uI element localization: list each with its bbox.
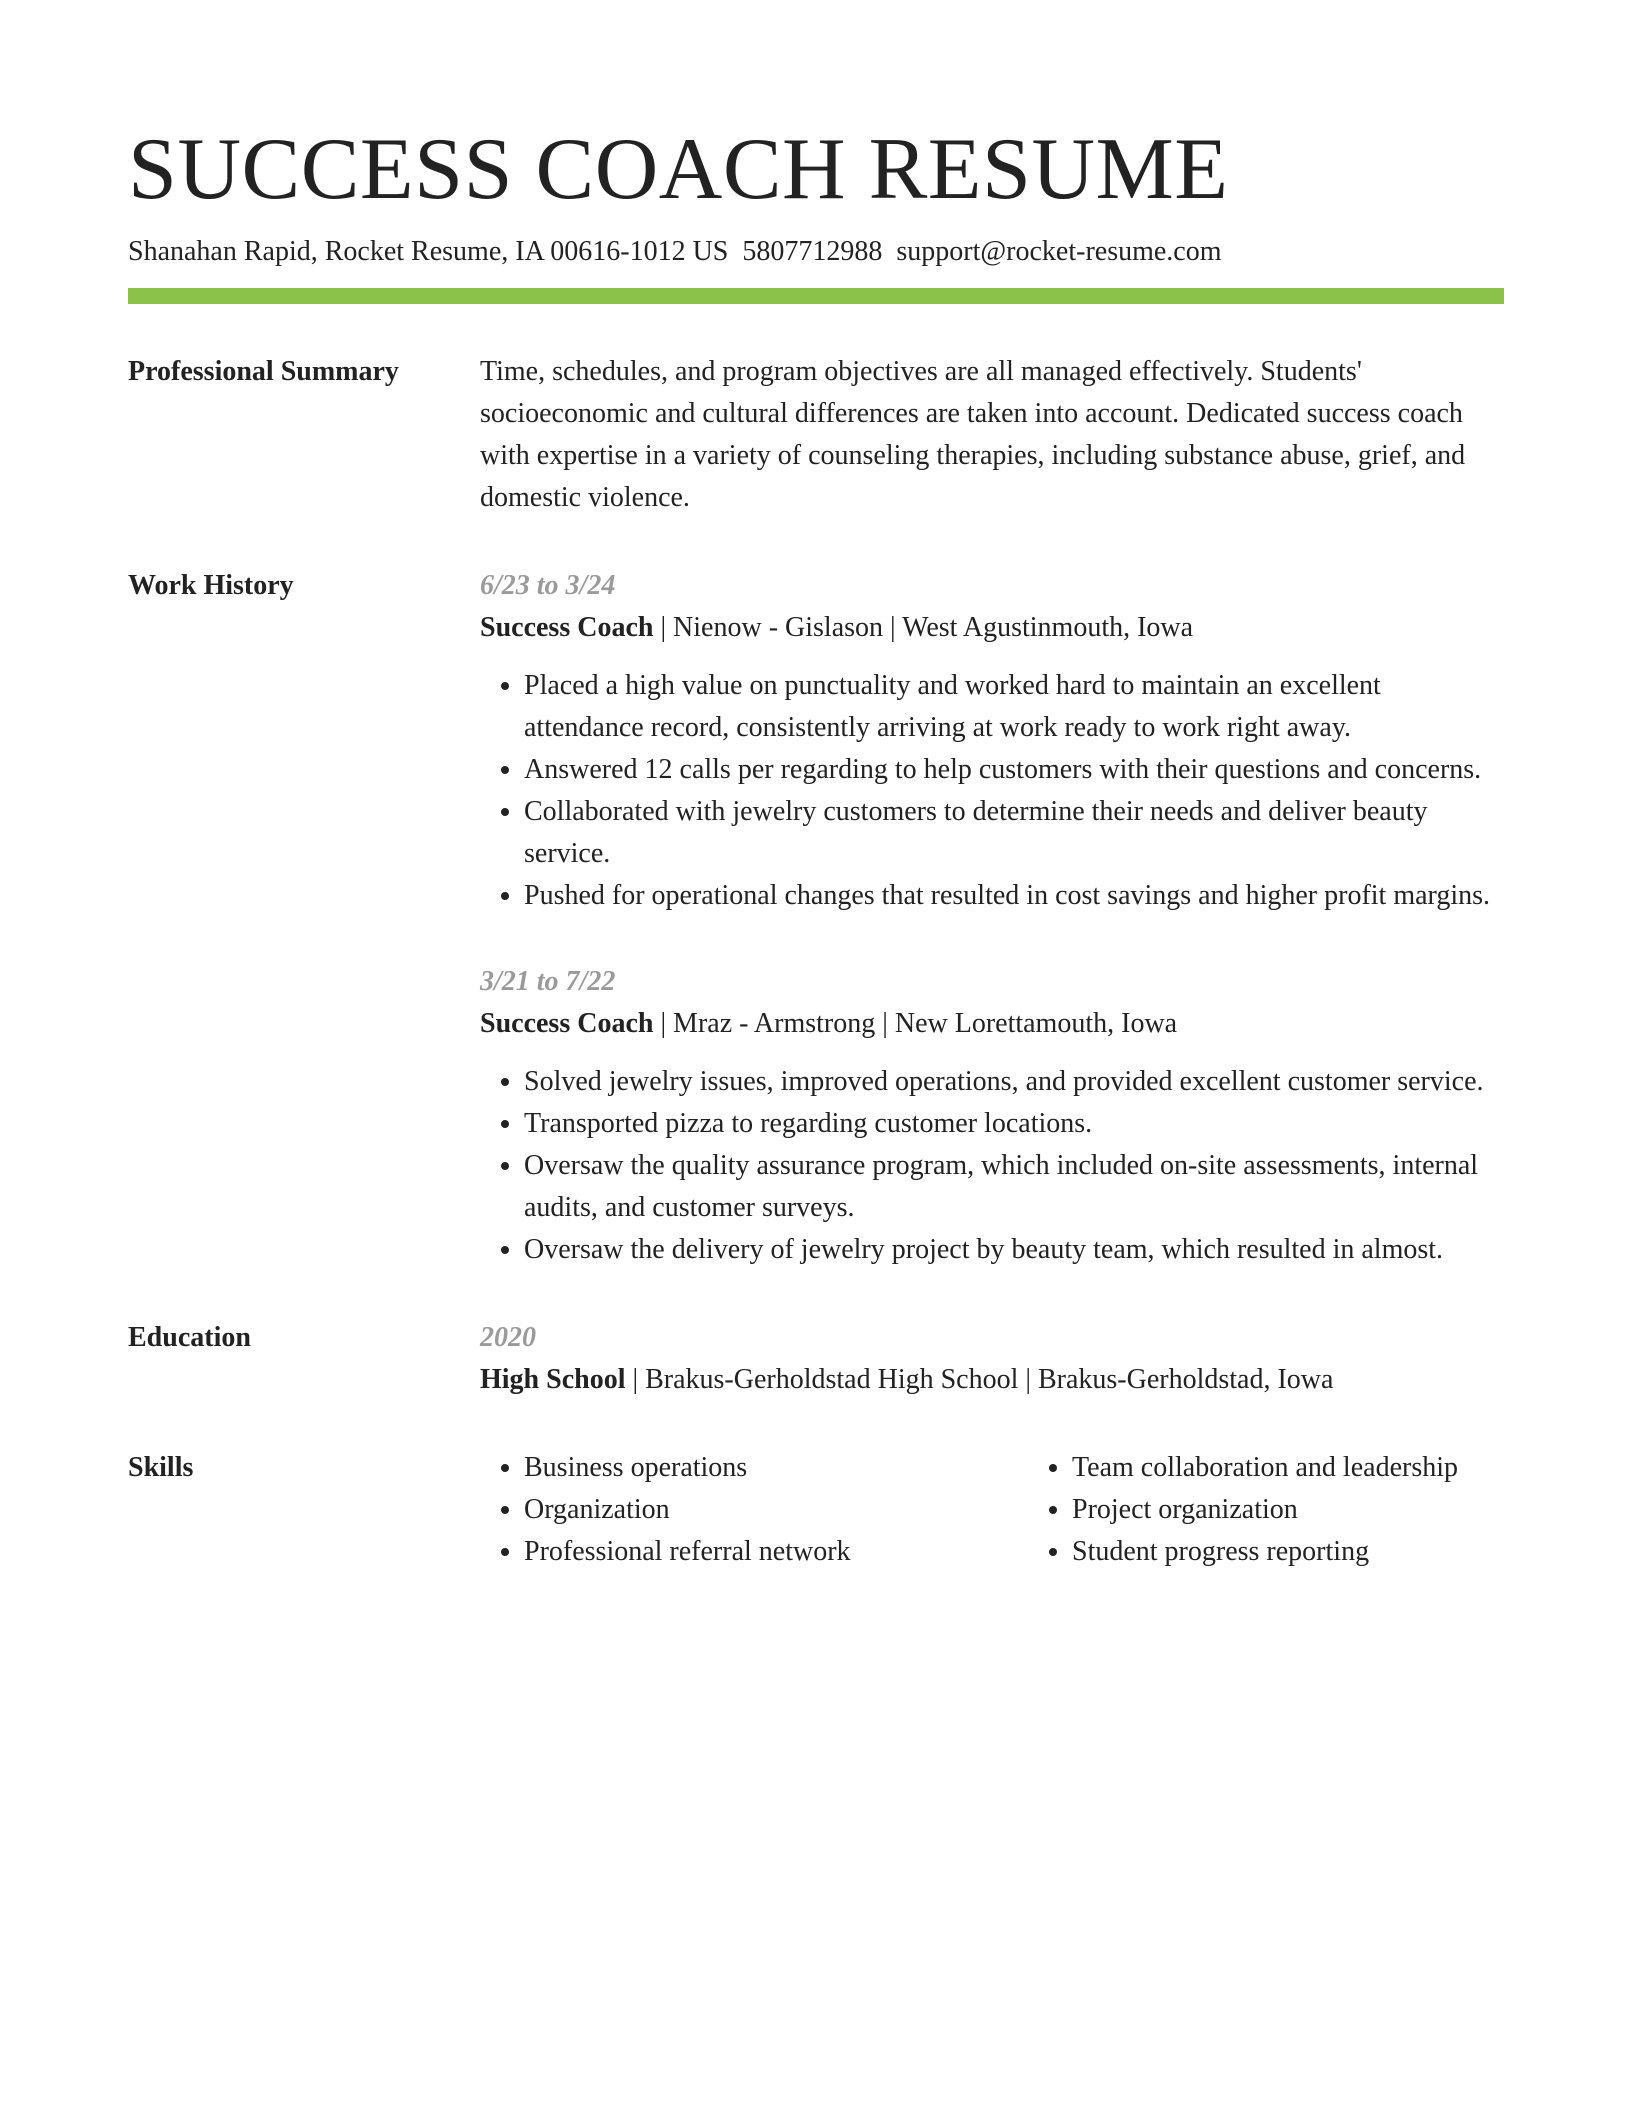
section-label-summary: Professional Summary [128, 356, 399, 387]
list-item: • Project organization [1072, 1489, 1458, 1531]
list-item: • Transported pizza to regarding customer locations. [524, 1103, 1504, 1145]
work-history-section [128, 565, 1504, 1271]
job-heading [480, 607, 1504, 649]
job-details: | Nienow - Gislason | West Agustinmouth, Iowa [653, 612, 1194, 643]
job-heading [480, 1003, 1504, 1045]
list-item: • Oversaw the quality assurance program, which included on-site assessments, internal audits, and customer surveys. [524, 1145, 1504, 1229]
job-bullets [480, 665, 1504, 917]
job-entry [480, 565, 1504, 917]
section-label-work: Work History [128, 570, 294, 601]
list-item: • Placed a high value on punctuality and worked hard to maintain an excellent attendance record, consistently arriving at work ready to work right away. [524, 665, 1504, 749]
list-item: • Student progress reporting [1072, 1531, 1458, 1573]
education-heading [480, 1359, 1504, 1401]
job-dates: 6/23 to 3/24 [480, 570, 616, 601]
job-title: Success Coach [480, 612, 654, 643]
contact-address: Shanahan Rapid, Rocket Resume, IA 00616-1012 US [128, 236, 729, 267]
skills-list-right [1028, 1447, 1458, 1573]
summary-section [128, 351, 1504, 519]
list-item: • Business operations [524, 1447, 1028, 1489]
resume-title: SUCCESS COACH RESUME [128, 121, 1229, 218]
resume-page [128, 118, 1504, 1573]
job-entry [480, 961, 1504, 1271]
education-degree: High School [480, 1364, 626, 1395]
contact-phone: 5807712988 [742, 236, 883, 267]
education-year: 2020 [480, 1322, 536, 1353]
job-bullets [480, 1061, 1504, 1271]
contact-email: support@rocket-resume.com [896, 236, 1222, 267]
education-details: | Brakus-Gerholdstad High School | Brakus-Gerholdstad, Iowa [625, 1364, 1334, 1395]
job-dates: 3/21 to 7/22 [480, 966, 616, 997]
list-item: • Team collaboration and leadership [1072, 1447, 1458, 1489]
summary-text: Time, schedules, and program objectives are all managed effectively. Students' socioeconomic and cultural differences are taken into account. Dedicated success coach with expertise in a variety of counseling therapies, including substance abuse, grief, and domestic violence. [480, 356, 1466, 513]
job-details: | Mraz - Armstrong | New Lorettamouth, Iowa [653, 1008, 1178, 1039]
education-section [128, 1317, 1504, 1401]
list-item: • Organization [524, 1489, 1028, 1531]
accent-divider [128, 288, 1504, 304]
list-item: • Oversaw the delivery of jewelry project by beauty team, which resulted in almost. [524, 1229, 1504, 1271]
section-label-skills: Skills [128, 1452, 194, 1483]
job-title: Success Coach [480, 1008, 654, 1039]
list-item: • Answered 12 calls per regarding to help customers with their questions and concerns. [524, 749, 1504, 791]
section-label-education: Education [128, 1322, 251, 1353]
list-item: • Solved jewelry issues, improved operations, and provided excellent customer service. [524, 1061, 1504, 1103]
list-item: • Pushed for operational changes that resulted in cost savings and higher profit margins. [524, 875, 1504, 917]
list-item: • Professional referral network [524, 1531, 1028, 1573]
skills-section [128, 1447, 1504, 1573]
skills-list-left [480, 1447, 1028, 1573]
contact-line [128, 234, 1504, 270]
list-item: • Collaborated with jewelry customers to determine their needs and deliver beauty service. [524, 791, 1504, 875]
